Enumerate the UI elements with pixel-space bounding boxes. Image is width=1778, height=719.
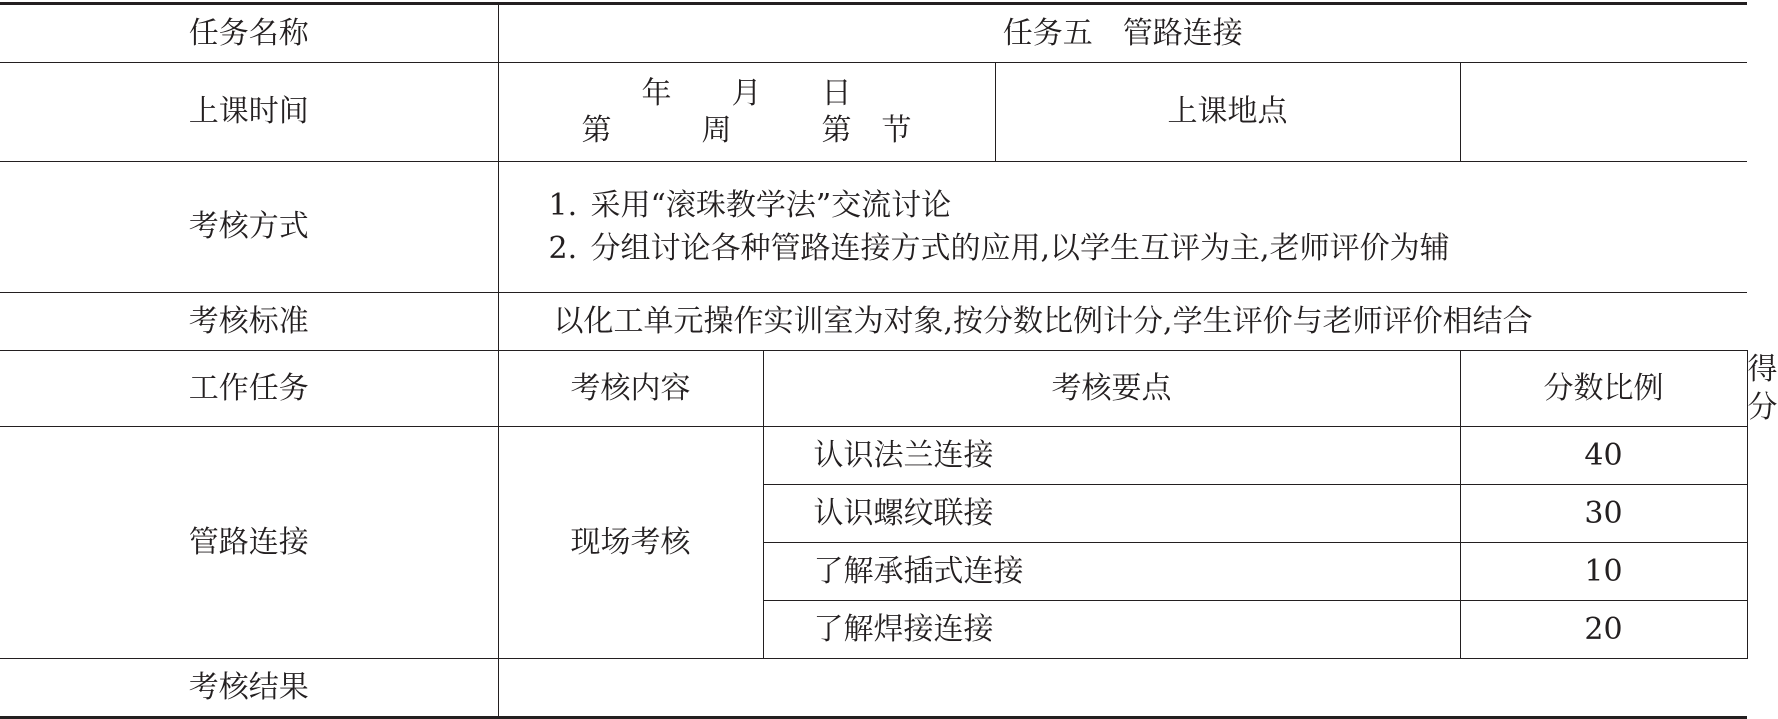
assessment-ratio: 40 — [1460, 427, 1747, 485]
method-item-number: 1. — [548, 187, 578, 223]
method-item-text: 采用“滚珠教学法”交流讨论 — [590, 187, 952, 223]
assessment-task: 管路连接 — [0, 427, 498, 659]
method-item — [549, 187, 1748, 225]
task-name-value: 任务五 管路连接 — [498, 4, 1747, 63]
assessment-table — [0, 2, 1778, 719]
header-ratio: 分数比例 — [1460, 351, 1747, 427]
class-week-line: 第 周 第 节 — [581, 113, 912, 148]
header-content: 考核内容 — [498, 351, 763, 427]
assessment-point: 认识法兰连接 — [763, 427, 1460, 485]
class-place-value — [1460, 63, 1747, 162]
task-name-row — [0, 4, 1747, 63]
method-list — [498, 162, 1747, 293]
header-task: 工作任务 — [0, 351, 498, 427]
class-date-line: 年 月 日 — [641, 75, 852, 111]
assessment-ratio: 20 — [1460, 601, 1747, 659]
standard-label: 考核标准 — [0, 293, 498, 351]
assessment-ratio: 30 — [1460, 485, 1747, 543]
task-name-label: 任务名称 — [0, 4, 498, 63]
standard-value: 以化工单元操作实训室为对象,按分数比例计分,学生评价与老师评价相结合 — [498, 293, 1747, 351]
standard-row — [0, 293, 1747, 351]
table-row — [0, 427, 1747, 485]
method-label: 考核方式 — [0, 162, 498, 293]
assessment-point: 了解焊接连接 — [763, 601, 1460, 659]
header-points: 考核要点 — [763, 351, 1460, 427]
assessment-point: 了解承插式连接 — [763, 543, 1460, 601]
result-row — [0, 659, 1747, 718]
result-label: 考核结果 — [0, 659, 498, 718]
table-header-row: 工作任务 考核内容 考核要点 分数比例 得分 — [0, 351, 1747, 427]
class-time-label: 上课时间 — [0, 63, 498, 162]
class-place-label: 上课地点 — [995, 63, 1460, 162]
method-item-number: 2. — [548, 231, 578, 266]
method-item — [549, 230, 1748, 268]
assessment-content: 现场考核 — [498, 427, 763, 659]
assessment-ratio: 10 — [1460, 543, 1747, 601]
class-time-row — [0, 63, 1747, 162]
class-time-value — [498, 63, 995, 162]
method-item-text: 分组讨论各种管路连接方式的应用,以学生互评为主,老师评价为辅 — [590, 231, 1450, 266]
result-value — [498, 659, 1747, 718]
method-row — [0, 162, 1747, 293]
assessment-point: 认识螺纹联接 — [763, 485, 1460, 543]
